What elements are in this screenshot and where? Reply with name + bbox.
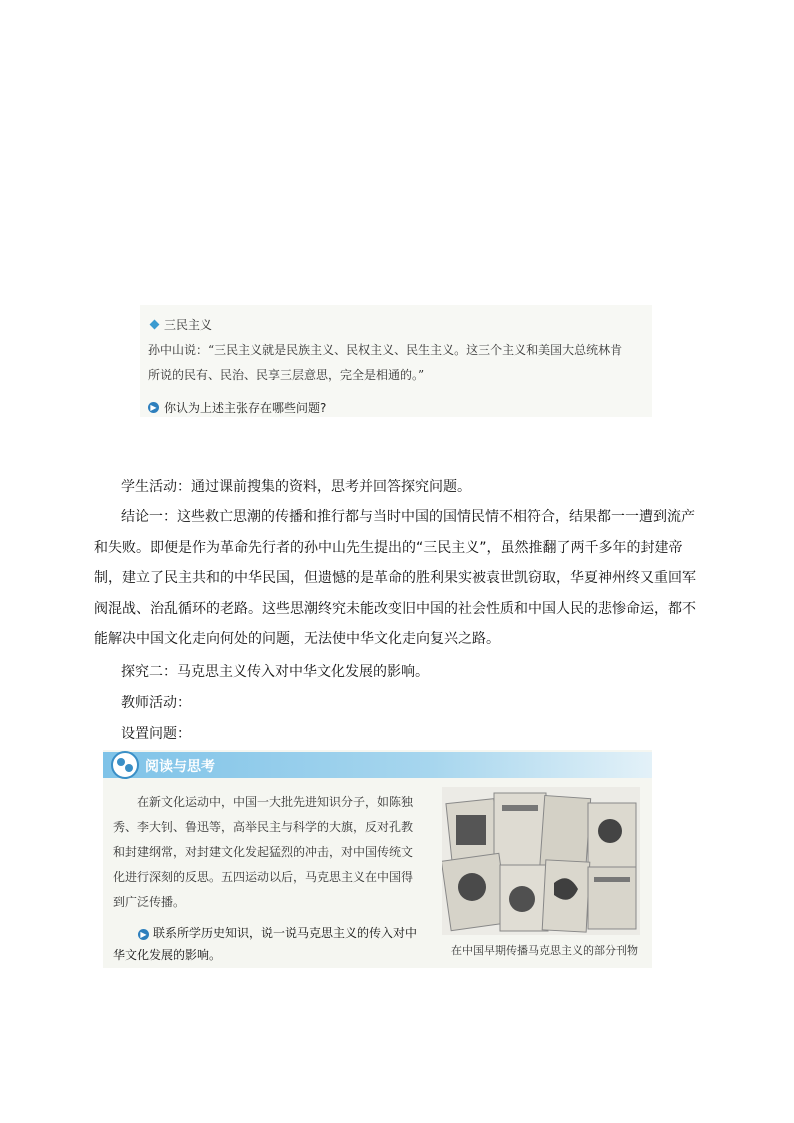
periodicals-photo [442,787,640,935]
photo-caption: 在中国早期传播马克思主义的部分刊物 [451,944,638,957]
quote-line-2: 所说的民有、民治、民享三层意思，完全是相通的。” [148,368,425,382]
panel-question-text: 联系所学历史知识，说一说马克思主义的传入对中华文化发展的影响。 [113,926,418,962]
play-arrow-icon: ▶ [138,929,149,940]
explore-two: 探究二：马克思主义传入对中华文化发展的影响。 [121,664,429,680]
section-heading [151,316,212,333]
question-text: 你认为上述主张存在哪些问题? [164,401,327,415]
question-line [148,399,326,416]
teacher-activity: 教师活动： [121,695,191,711]
set-question: 设置问题： [121,726,191,742]
panel-question [113,922,423,966]
diamond-bullet-icon [150,320,160,330]
reading-logo-icon [110,750,140,780]
quote-line-1: 孙中山说：“三民主义就是民族主义、民权主义、民生主义。这三个主义和美国大总统林肯 [148,343,623,357]
student-activity: 学生活动：通过课前搜集的资料，思考并回答探究问题。 [121,479,471,495]
section-title: 三民主义 [164,318,213,332]
quote-block [148,338,648,388]
panel-title: 阅读与思考 [145,759,215,775]
panel-body-text: 在新文化运动中，中国一大批先进知识分子，如陈独秀、李大钊、鲁迅等，高举民主与科学的大旗，反对孔教和封建纲常，对封建文化发起猛烈的冲击，对中国传统文化进行深刻的反思。五四运动以后，马克思主义在中国得到广泛传播。 [113,795,414,909]
play-arrow-icon: ▶ [148,402,159,413]
conclusion-paragraph: 结论一：这些救亡思潮的传播和推行都与当时中国的国情民情不相符合，结果都一一遭到流产和失败。即便是作为革命先行者的孙中山先生提出的“三民主义”，虽然推翻了两千多年的封建帝制，建立了民主共和的中华民国，但遗憾的是革命的胜利果实被袁世凯窃取，华夏神州终又重回军阀混战、治乱循环的老路。这些思潮终究未能改变旧中国的社会性质和中国人民的悲惨命运，都不能解决中国文化走向何处的问题，无法使中华文化走向复兴之路。 [94,509,696,647]
